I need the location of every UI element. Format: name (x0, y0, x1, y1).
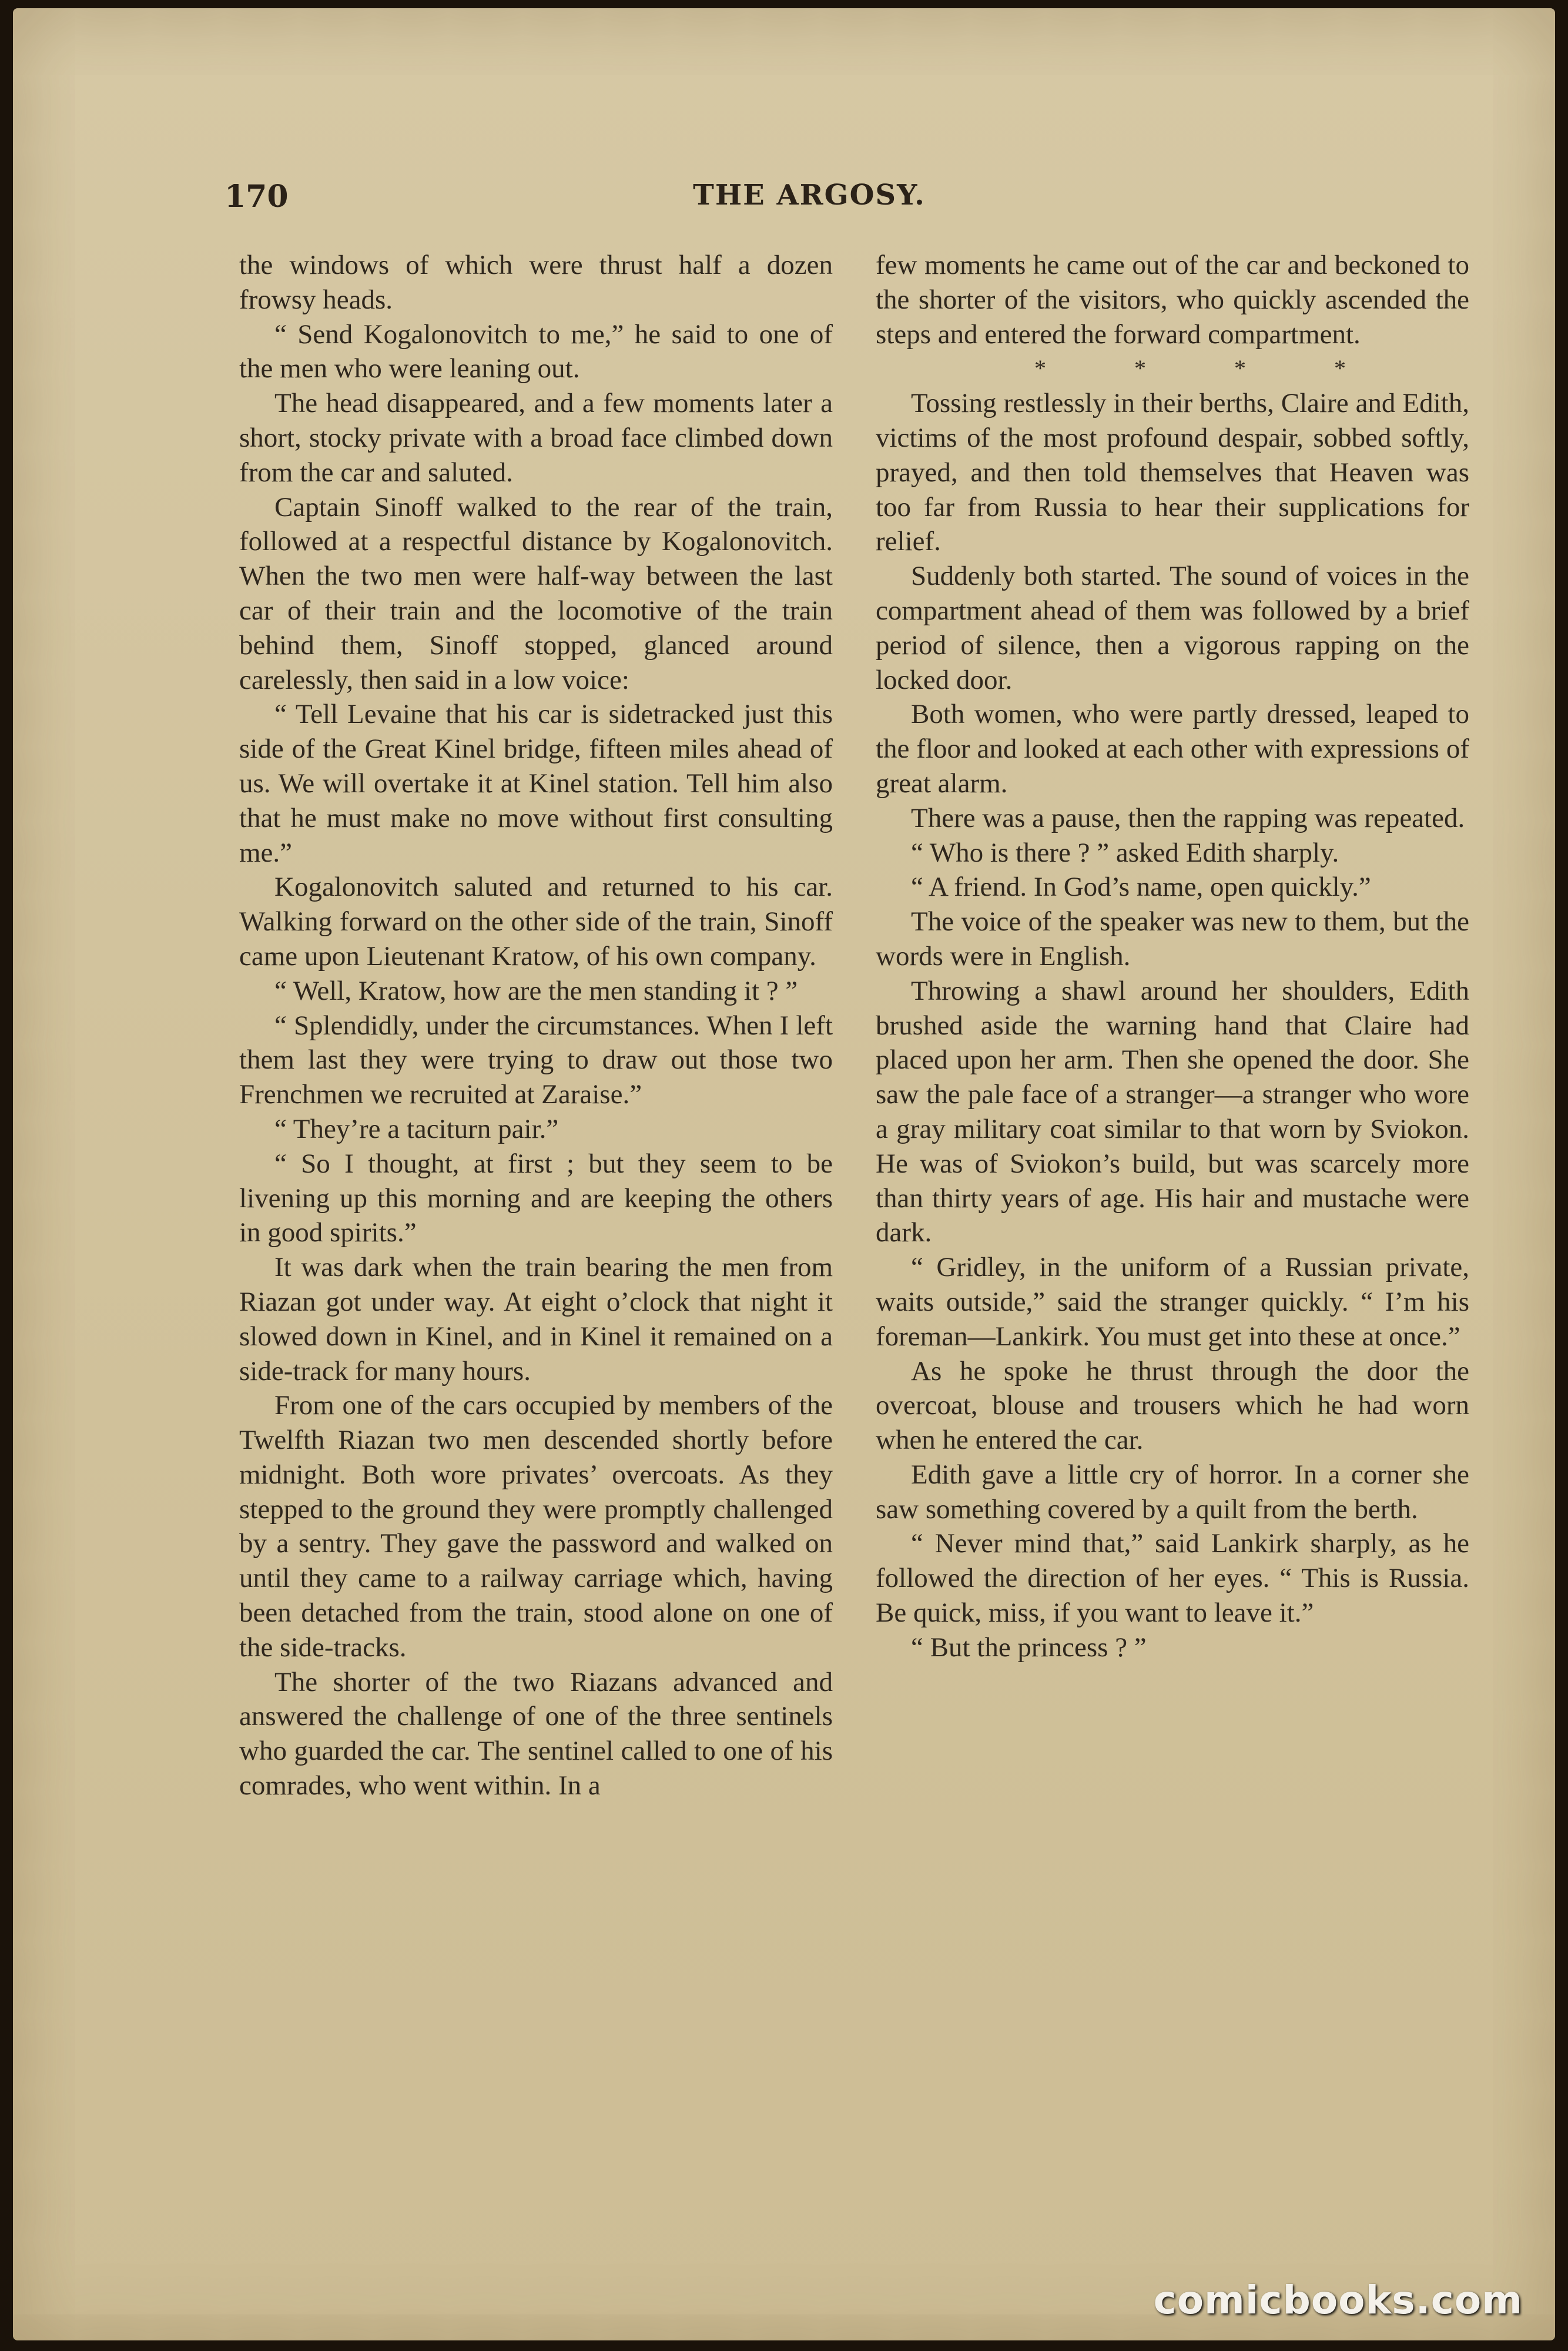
page-number: 170 (225, 179, 289, 215)
paragraph: Throwing a shawl around her shoulders, Edith brushed aside the warning hand that Claire had placed upon her arm. Then she opened the door. She saw the pale face of a stranger—a stranger who wore a gray military coat similar to that worn by Sviokon. He was of Sviokon’s build, but was scarcely more than thirty years of age. His hair and mustache were dark. (876, 975, 1469, 1248)
paragraph: Edith gave a little cry of horror. In a corner she saw something covered by a quilt from the berth. (876, 1459, 1469, 1525)
text-column-right (876, 248, 1469, 1665)
paragraph: There was a pause, then the rapping was repeated. (911, 802, 1465, 833)
paragraph: As he spoke he thrust through the door the overcoat, blouse and trousers which he had worn when he entered the car. (876, 1355, 1469, 1456)
paragraph: few moments he came out of the car and beckoned to the shorter of the visitors, who quickly ascended the steps and entered the forward compartment. (876, 250, 1469, 350)
paragraph: “ But the princess ? ” (911, 1632, 1147, 1663)
paragraph: The head disappeared, and a few moments later a short, stocky private with a broad face climbed down from the car and saluted. (239, 388, 833, 488)
paragraph: The shorter of the two Riazans advanced and answered the challenge of one of the three sentinels who guarded the car. The sentinel called to one of his comrades, who went within. In a (239, 1666, 833, 1801)
paragraph: Suddenly both started. The sound of voices in the compartment ahead of them was followed by a brief period of silence, then a vigorous rapping on the locked door. (876, 561, 1469, 695)
paragraph: the windows of which were thrust half a dozen frowsy heads. (239, 250, 833, 315)
paragraph: “ Send Kogalonovitch to me,” he said to one of the men who were leaning out. (239, 319, 833, 384)
paragraph: “ Gridley, in the uniform of a Russian private, waits outside,” said the stranger quickly. “ I’m his foreman—Lankirk. You must get into these at once.” (876, 1252, 1469, 1352)
paragraph: The voice of the speaker was new to them, but the words were in English. (876, 906, 1469, 972)
watermark: comicbooks.com (1153, 2278, 1523, 2323)
paragraph: “ Splendidly, under the circumstances. When I left them last they were trying to draw out those two Frenchmen we recruited at Zaraise.” (239, 1010, 833, 1110)
paragraph: It was dark when the train bearing the men from Riazan got under way. At eight o’clock that night it slowed down in Kinel, and in Kinel it remained on a side-track for many hours. (239, 1252, 833, 1387)
paragraph: “ They’re a taciturn pair.” (274, 1113, 559, 1144)
paragraph: Both women, who were partly dressed, leaped to the floor and looked at each other with expressions of great alarm. (876, 699, 1469, 799)
paragraph: “ Never mind that,” said Lankirk sharply, as he followed the direction of her eyes. “ This is Russia. Be quick, miss, if you want to leave it.” (876, 1528, 1469, 1629)
magazine-title: THE ARGOSY. (693, 179, 926, 212)
paragraph: Tossing restlessly in their berths, Claire and Edith, victims of the most profound despair, sobbed softly, prayed, and then told themselves that Heaven was too far from Russia to hear their supplications for relief. (876, 388, 1469, 557)
paragraph: “ Tell Levaine that his car is sidetracked just this side of the Great Kinel bridge, fifteen miles ahead of us. We will overtake it at Kinel station. Tell him also that he must make no move without first consulting me.” (239, 699, 833, 868)
paragraph: “ A friend. In God’s name, open quickly.” (911, 872, 1371, 903)
paragraph: “ Well, Kratow, how are the men standing it ? ” (274, 975, 798, 1006)
paragraph: Kogalonovitch saluted and returned to his car. Walking forward on the other side of the train, Sinoff came upon Lieutenant Kratow, of his own company. (239, 872, 833, 972)
page-header (225, 179, 1394, 220)
section-break: * * * * (1034, 355, 1346, 382)
text-column-left (239, 248, 833, 1803)
magazine-page (13, 8, 1555, 2340)
paragraph: Captain Sinoff walked to the rear of the train, followed at a respectful distance by Kogalonovitch. When the two men were half-way between the last car of their train and the locomotive of the train behind them, Sinoff stopped, glanced around carelessly, then said in a low voice: (239, 491, 833, 695)
paragraph: From one of the cars occupied by members of the Twelfth Riazan two men descended shortly before midnight. Both wore privates’ overcoats. As they stepped to the ground they were promptly challenged by a sentry. They gave the password and walked on until they came to a railway carriage which, having been detached from the train, stood alone on one of the side-tracks. (239, 1390, 833, 1663)
paragraph: “ So I thought, at first ; but they seem to be livening up this morning and are keeping the others in good spirits.” (239, 1148, 833, 1248)
paragraph: “ Who is there ? ” asked Edith sharply. (911, 837, 1339, 868)
